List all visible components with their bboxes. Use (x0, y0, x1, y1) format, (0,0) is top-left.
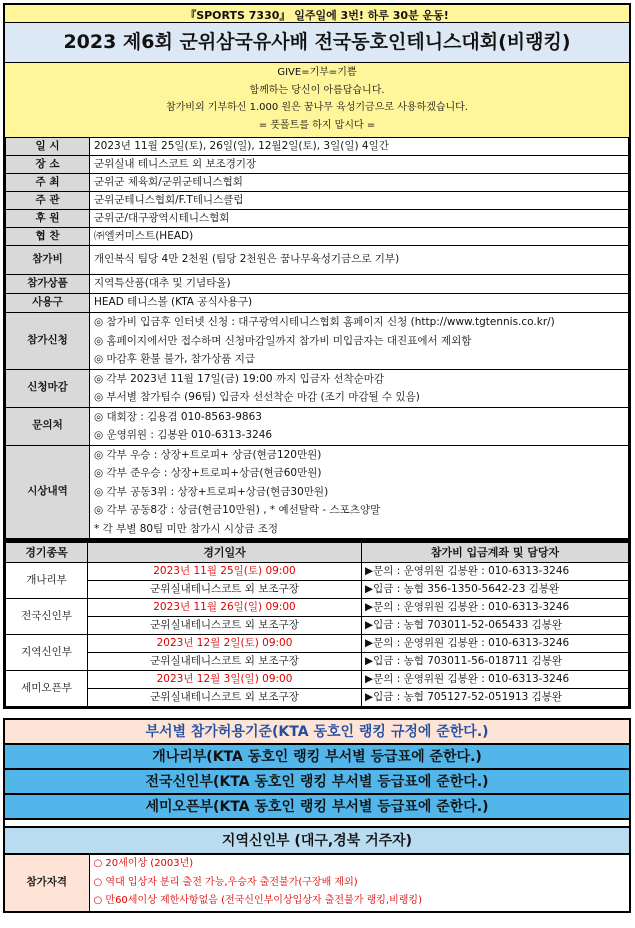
give-line: 참가비외 기부하신 1.000 원은 꿈나무 육성기금으로 사용하겠습니다. (165, 102, 469, 113)
criteria-block (3, 718, 631, 913)
spacer (5, 820, 629, 828)
event-account: ▶입금 : 농협 705127-52-051913 김봉완 (362, 689, 629, 707)
fee-value: 개인복식 팀당 4만 2천원 (팀당 2천원은 꿈나무육성기금으로 기부) (90, 246, 629, 275)
give-line: 함께하는 당신이 아름답습니다. (249, 84, 385, 96)
apply-line: ◎ 마감후 환불 불가, 참가상품 지급 (94, 353, 256, 365)
tournament-info-block (3, 3, 631, 541)
prize-goods-label: 참가상품 (6, 275, 90, 294)
organizer-value: 군위군테니스협회/F.T테니스클럽 (90, 192, 629, 210)
apply-line: ◎ 홈페이지에서만 접수하며 신청마감일까지 참가비 미입금자는 대진표에서 제외함 (94, 334, 472, 347)
sponsor-value: 군위군/대구광역시테니스협회 (90, 210, 629, 228)
event-contact: ▶문의 : 운영위원 김봉완 : 010-6313-3246 (362, 671, 629, 689)
info-table (5, 137, 629, 539)
event-schedule-block (3, 540, 631, 709)
event-account: ▶입금 : 농협 703011-56-018711 김봉완 (362, 653, 629, 671)
date-label: 일 시 (6, 138, 90, 156)
host-value: 군위군 체육회/군위군테니스협회 (90, 174, 629, 192)
qualification-table (5, 855, 629, 911)
event-venue: 군위실내테니스코트 외 보조구장 (88, 689, 362, 707)
organizer-label: 주 관 (6, 192, 90, 210)
regional-rookie-heading: 지역신인부 (대구,경북 거주자) (5, 828, 629, 855)
event-header: 경기종목 (6, 543, 88, 563)
ball-label: 사용구 (6, 294, 90, 313)
host-label: 주 최 (6, 174, 90, 192)
prize-goods-value: 지역특산품(대추 및 기념타올) (90, 275, 629, 294)
semi-open-criteria: 세미오픈부(KTA 동호인 랭킹 부서별 등급표에 준한다.) (5, 795, 629, 820)
event-date: 2023년 12월 3일(일) 09:00 (88, 671, 362, 689)
apply-label: 참가신청 (6, 313, 90, 370)
deadline-label: 신청마감 (6, 369, 90, 407)
venue-label: 장 소 (6, 156, 90, 174)
awards-details (90, 445, 629, 539)
event-venue: 군위실내테니스코트 외 보조구장 (88, 617, 362, 635)
event-account: ▶입금 : 농협 703011-52-065433 김봉완 (362, 617, 629, 635)
page-title: 2023 제6회 군위삼국유사배 전국동호인테니스대회(비랭킹) (5, 23, 629, 63)
contact-label: 문의처 (6, 407, 90, 445)
sponsor-label: 후 원 (6, 210, 90, 228)
contact-details (90, 407, 629, 445)
support-label: 협 찬 (6, 228, 90, 246)
give-line: GIVE=기부=기쁨 (277, 67, 357, 78)
qualification-details (89, 855, 629, 911)
donation-notice (5, 63, 629, 137)
gaenari-criteria: 개나리부(KTA 동호인 랭킹 부서별 등급표에 준한다.) (5, 745, 629, 770)
deadline-details (90, 369, 629, 407)
qualification-line: ○ 20세이상 (2003년) (93, 858, 194, 869)
slogan-banner: 『SPORTS 7330』 일주일에 3번! 하루 30분 운동! (5, 5, 629, 23)
qualification-line: ○ 만60세이상 제한사항없음 (전국신인부이상입상자 출전불가 랭킹,비랭킹) (93, 895, 422, 906)
support-value: ㈜엘커미스트(HEAD) (90, 228, 629, 246)
event-name: 지역신인부 (6, 635, 88, 671)
awards-line: ◎ 각부 우승 : 상장+트로피+ 상금(현금120만원) (94, 448, 322, 461)
event-account: ▶입금 : 농협 356-1350-5642-23 김봉완 (362, 581, 629, 599)
awards-line: ◎ 각부 공동8강 : 상금(현금10만원) , * 예선탈락 - 스포츠양말 (94, 504, 381, 516)
awards-line: ◎ 각부 공동3위 : 상장+트로피+상금(현금30만원) (94, 485, 329, 498)
date-value: 2023년 11월 25일(토), 26일(일), 12월2일(토), 3일(일) 4일간 (90, 138, 629, 156)
criteria-heading: 부서별 참가허용기준(KTA 동호인 랭킹 규정에 준한다.) (5, 720, 629, 745)
event-date: 2023년 11월 25일(토) 09:00 (88, 563, 362, 581)
contact-line: ◎ 대회장 : 김용겸 010-8563-9863 (94, 410, 262, 423)
qualification-label: 참가자격 (5, 855, 89, 911)
event-name: 세미오픈부 (6, 671, 88, 707)
ball-value: HEAD 테니스볼 (KTA 공식사용구) (90, 294, 629, 313)
awards-line: ◎ 각부 준우승 : 상장+트로피+상금(현금60만원) (94, 467, 322, 479)
event-table (5, 542, 629, 707)
deadline-line: ◎ 부서별 참가팀수 (96팀) 입금자 선선착순 마감 (조기 마감될 수 있음) (94, 391, 420, 403)
national-rookie-criteria: 전국신인부(KTA 동호인 랭킹 부서별 등급표에 준한다.) (5, 770, 629, 795)
qualification-line: ○ 역대 입상자 분리 출전 가능,우승자 출전불가(구장배 제외) (93, 876, 358, 888)
event-name: 개나리부 (6, 563, 88, 599)
event-contact: ▶문의 : 운영위원 김봉완 : 010-6313-3246 (362, 599, 629, 617)
give-line: = 풋폴트를 하지 맙시다 = (258, 119, 376, 131)
awards-line: * 각 부별 80팀 미만 참가시 시상금 조정 (94, 522, 278, 535)
event-contact: ▶문의 : 운영위원 김봉완 : 010-6313-3246 (362, 563, 629, 581)
apply-details (90, 313, 629, 370)
event-date: 2023년 12월 2일(토) 09:00 (88, 635, 362, 653)
awards-label: 시상내역 (6, 445, 90, 539)
event-contact: ▶문의 : 운영위원 김봉완 : 010-6313-3246 (362, 635, 629, 653)
event-name: 전국신인부 (6, 599, 88, 635)
fee-label: 참가비 (6, 246, 90, 275)
event-venue: 군위실내테니스코트 외 보조구장 (88, 581, 362, 599)
date-header: 경기일자 (88, 543, 362, 563)
apply-line: ◎ 참가비 입금후 인터넷 신청 : 대구광역시테니스협회 홈페이지 신청 (http://www.tgtennis.co.kr/) (94, 316, 555, 328)
account-header: 참가비 입금계좌 및 담당자 (362, 543, 629, 563)
event-date: 2023년 11월 26일(일) 09:00 (88, 599, 362, 617)
venue-value: 군위실내 테니스코트 외 보조경기장 (90, 156, 629, 174)
event-venue: 군위실내테니스코트 외 보조구장 (88, 653, 362, 671)
deadline-line: ◎ 각부 2023년 11월 17일(금) 19:00 까지 입금자 선착순마감 (94, 372, 385, 385)
contact-line: ◎ 운영위원 : 김봉완 010-6313-3246 (94, 429, 273, 441)
